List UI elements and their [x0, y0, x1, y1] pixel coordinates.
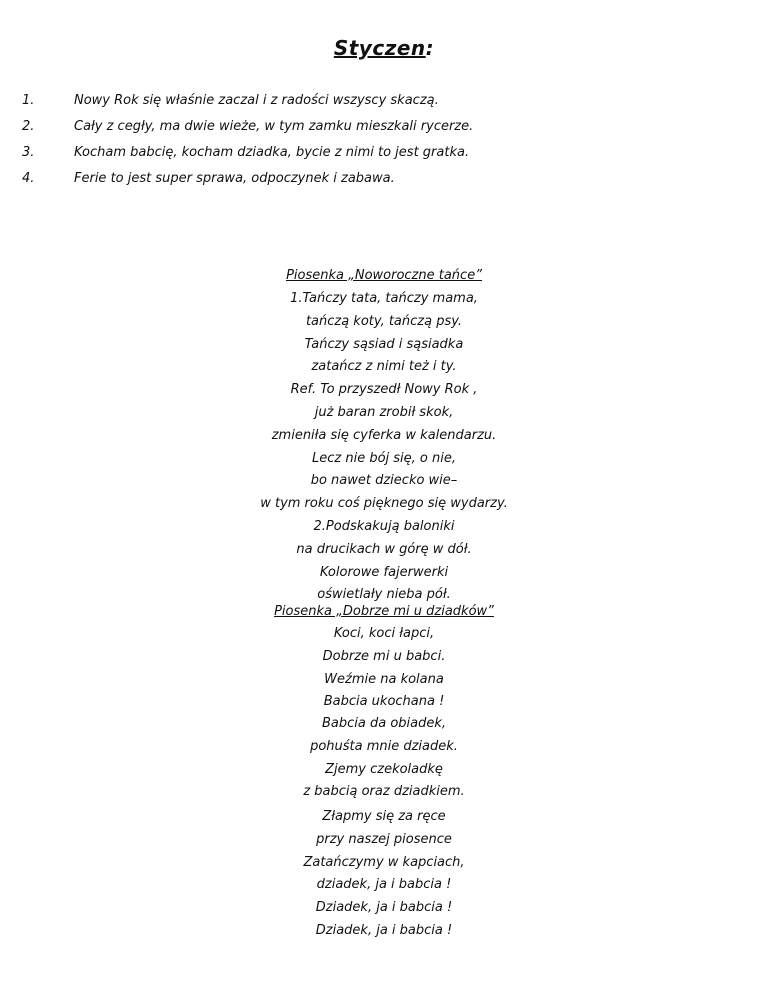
lyric-line: pohuśta mnie dziadek.: [310, 738, 458, 754]
lyric-line: 1.Tańczy tata, tańczy mama,: [290, 291, 478, 306]
rhyme-text: Cały z cegły, ma dwie wieże, w tym zamku mieszkali rycerze.: [74, 119, 474, 134]
lyric-line: na drucikach w górę w dół.: [296, 541, 472, 557]
lyric-line: Babcia da obiadek,: [321, 716, 447, 731]
lyric-line: tańczą koty, tańczą psy.: [305, 313, 463, 329]
rhyme-item: [22, 88, 742, 114]
song2-stanza-3: [0, 806, 768, 943]
lyric-line: dziadek, ja i babcia !: [316, 877, 452, 893]
lyric-line: Koci, koci łapci,: [333, 626, 435, 641]
lyric-line: Tańczy sąsiad i sąsiadka: [304, 336, 464, 352]
lyric-line: oświetlały nieba pół.: [317, 587, 451, 603]
rhyme-item: [22, 140, 742, 166]
rhyme-number: 4.: [22, 171, 35, 186]
rhyme-text: Nowy Rok się właśnie zaczal i z radości wszyscy skaczą.: [74, 93, 439, 108]
lyric-line: bo nawet dziecko wie–: [310, 473, 458, 489]
title-word: Styczen: [333, 36, 426, 60]
song2-stanza-1: [0, 623, 768, 714]
rhyme-number: 3.: [22, 145, 35, 160]
lyric-line: Dobrze mi u babci.: [322, 648, 446, 664]
lyric-line: 2.Podskakują baloniki: [313, 518, 455, 534]
lyric-line: przy naszej piosence: [316, 831, 452, 847]
lyric-line: Lecz nie bój się, o nie,: [312, 450, 456, 466]
song2-stanza-2: [0, 713, 768, 804]
lyric-line: Dziadek, ja i babcia !: [315, 922, 453, 938]
rhyme-text: Ferie to jest super sprawa, odpoczynek i zabawa.: [74, 171, 395, 186]
lyric-line: Weźmie na kolana: [324, 671, 444, 687]
lyric-line: Dziadek, ja i babcia !: [315, 900, 453, 916]
title-colon: :: [425, 36, 435, 60]
lyric-line: zmieniła się cyferka w kalendarzu.: [271, 427, 497, 443]
rhyme-item: [22, 166, 742, 192]
page-title: [0, 36, 768, 60]
lyric-line: już baran zrobił skok,: [314, 404, 454, 420]
song2-heading-text: Piosenka „Dobrze mi u dziadków”: [274, 604, 494, 619]
rhyme-text: Kocham babcię, kocham dziadka, bycie z nimi to jest gratka.: [74, 145, 470, 160]
lyric-line: zatańcz z nimi też i ty.: [311, 359, 457, 375]
song2-heading: [0, 601, 768, 624]
lyric-line: Babcia ukochana !: [323, 694, 445, 710]
song1-heading: [0, 265, 768, 288]
lyric-line: Kolorowe fajerwerki: [319, 564, 449, 580]
rhyme-number: 1.: [22, 93, 35, 108]
rhymes-list: [22, 88, 742, 192]
rhyme-item: [22, 114, 742, 140]
lyric-line: z babcią oraz dziadkiem.: [303, 784, 465, 800]
song1-heading-text: Piosenka „Noworoczne tańce”: [286, 268, 482, 283]
lyric-line: Złapmy się za ręce: [322, 809, 446, 824]
lyric-line: w tym roku coś pięknego się wydarzy.: [260, 496, 508, 512]
lyric-line: Zjemy czekoladkę: [325, 761, 443, 777]
rhyme-number: 2.: [22, 119, 35, 134]
lyric-line: Zatańczymy w kapciach,: [303, 854, 465, 870]
song1-lyrics: [0, 288, 768, 607]
lyric-line: Ref. To przyszedł Nowy Rok ,: [290, 382, 478, 398]
